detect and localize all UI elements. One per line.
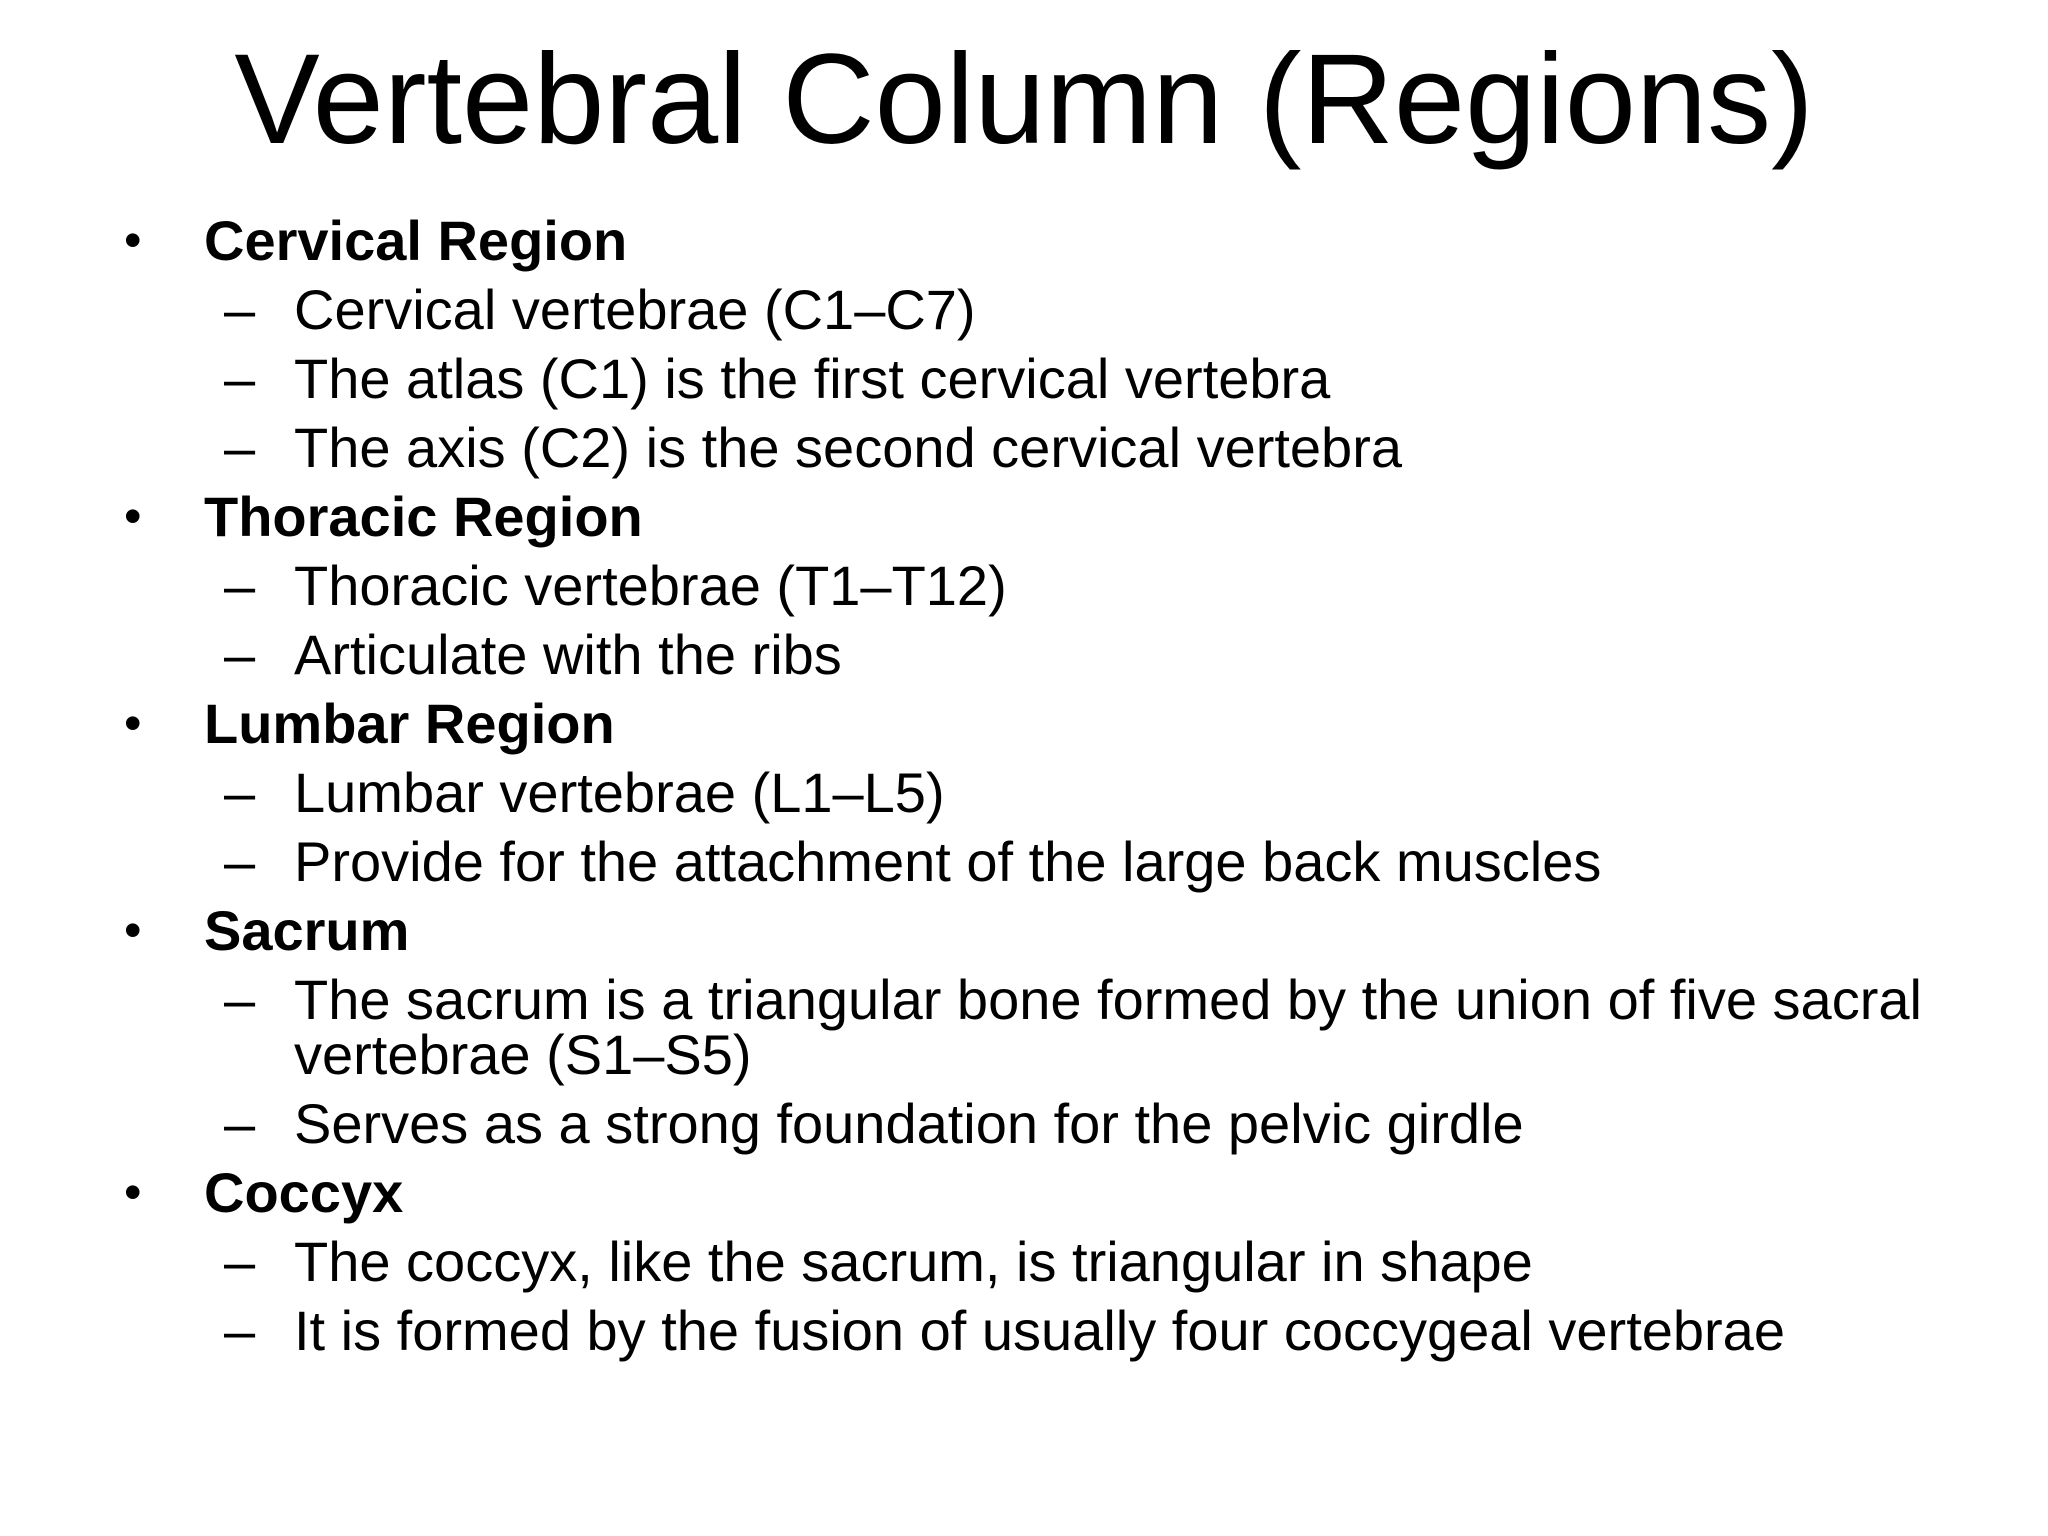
dash-icon: – xyxy=(224,761,256,824)
list-item-text: Provide for the attachment of the large back muscles xyxy=(294,830,1602,893)
list-item-text: Lumbar vertebrae (L1–L5) xyxy=(294,761,945,824)
list-item-text: Cervical vertebrae (C1–C7) xyxy=(294,278,976,341)
bullet-icon: • xyxy=(124,902,142,958)
section-heading xyxy=(124,1158,2004,1227)
list-item-text: Thoracic vertebrae (T1–T12) xyxy=(294,554,1007,617)
sub-list xyxy=(124,758,2004,896)
dash-icon: – xyxy=(224,278,256,341)
list-item xyxy=(124,551,2004,620)
dash-icon: – xyxy=(224,830,256,893)
list-item xyxy=(124,344,2004,413)
bullet-icon: • xyxy=(124,695,142,751)
list-item-text: The atlas (C1) is the first cervical vertebra xyxy=(294,347,1331,410)
list-item xyxy=(124,275,2004,344)
section-heading xyxy=(124,482,2004,551)
list-item xyxy=(124,1296,2004,1365)
section-heading-text: Lumbar Region xyxy=(204,692,615,755)
section-heading xyxy=(124,896,2004,965)
list-item-text: The sacrum is a triangular bone formed by the union of five sacral vertebrae (S1–S5) xyxy=(294,968,1922,1086)
list-item xyxy=(124,827,2004,896)
list-item-text: Serves as a strong foundation for the pelvic girdle xyxy=(294,1092,1524,1155)
slide-title: Vertebral Column (Regions) xyxy=(234,28,1814,171)
section-heading-text: Sacrum xyxy=(204,899,410,962)
dash-icon: – xyxy=(224,347,256,410)
section-sacrum xyxy=(124,896,2004,1158)
list-item xyxy=(124,620,2004,689)
section-heading-text: Coccyx xyxy=(204,1161,404,1224)
dash-icon: – xyxy=(224,1092,256,1155)
dash-icon: – xyxy=(224,968,256,1031)
section-heading xyxy=(124,689,2004,758)
dash-icon: – xyxy=(224,554,256,617)
list-item-text: Articulate with the ribs xyxy=(294,623,842,686)
section-coccyx xyxy=(124,1158,2004,1365)
list-item xyxy=(124,965,2004,1089)
list-item xyxy=(124,413,2004,482)
section-lumbar xyxy=(124,689,2004,896)
dash-icon: – xyxy=(224,623,256,686)
bullet-icon: • xyxy=(124,488,142,544)
section-heading-text: Cervical Region xyxy=(204,209,628,272)
dash-icon: – xyxy=(224,1299,256,1362)
sub-list xyxy=(124,551,2004,689)
dash-icon: – xyxy=(224,1230,256,1293)
list-item xyxy=(124,1227,2004,1296)
bullet-list xyxy=(124,206,2004,1365)
sub-list xyxy=(124,1227,2004,1365)
dash-icon: – xyxy=(224,416,256,479)
bullet-icon: • xyxy=(124,1164,142,1220)
section-cervical xyxy=(124,206,2004,482)
list-item-text: The axis (C2) is the second cervical vertebra xyxy=(294,416,1402,479)
list-item xyxy=(124,758,2004,827)
sub-list xyxy=(124,275,2004,482)
section-heading-text: Thoracic Region xyxy=(204,485,643,548)
section-heading xyxy=(124,206,2004,275)
list-item-text: It is formed by the fusion of usually four coccygeal vertebrae xyxy=(294,1299,1785,1362)
list-item-text: The coccyx, like the sacrum, is triangular in shape xyxy=(294,1230,1533,1293)
list-item xyxy=(124,1089,2004,1158)
sub-list xyxy=(124,965,2004,1158)
section-thoracic xyxy=(124,482,2004,689)
bullet-icon: • xyxy=(124,212,142,268)
